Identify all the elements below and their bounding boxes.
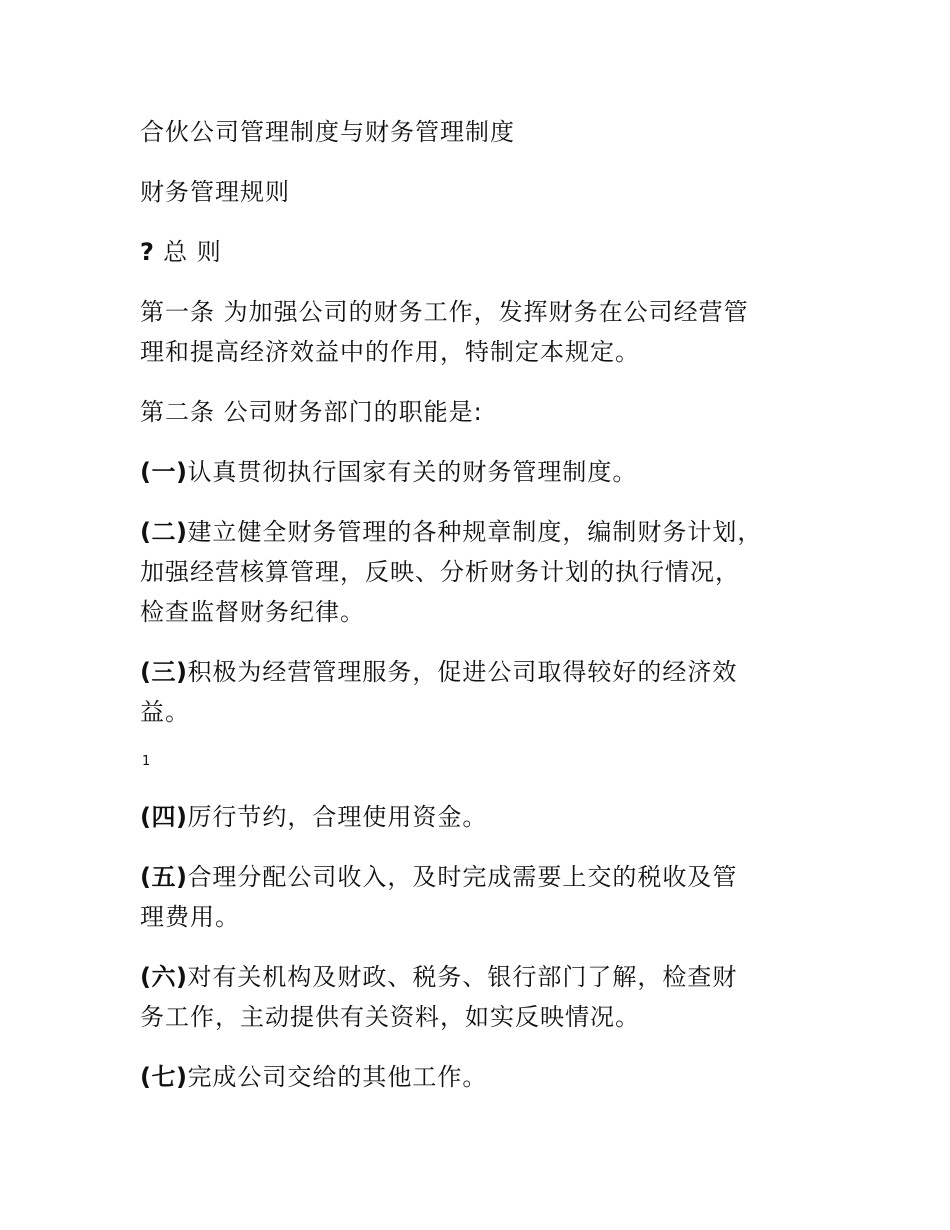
article-1	[140, 292, 820, 372]
item-text: 完成公司交给的其他工作。	[187, 1063, 488, 1091]
item-7	[140, 1057, 820, 1097]
item-text: 益。	[140, 698, 190, 726]
item-marker: (六)	[140, 963, 188, 991]
section-heading	[140, 232, 820, 272]
item-marker: (七)	[140, 1063, 188, 1091]
item-text: 检查监督财务纪律。	[140, 598, 365, 626]
section-marker: ?	[140, 238, 155, 266]
item-text: 理费用。	[140, 903, 240, 931]
item-text: 加强经营核算管理，反映、分析财务计划的执行情况，	[140, 558, 740, 586]
item-text: 认真贯彻执行国家有关的财务管理制度。	[187, 458, 638, 486]
item-2	[140, 512, 820, 632]
section-title: 总 则	[163, 238, 222, 266]
article-2: 第二条 公司财务部门的职能是:	[140, 398, 483, 426]
article-1-line-2: 理和提高经济效益中的作用，特制定本规定。	[140, 338, 640, 366]
item-marker: (五)	[140, 863, 188, 891]
document-page	[140, 112, 820, 1117]
document-subtitle: 财务管理规则	[140, 178, 290, 206]
item-marker: (三)	[140, 658, 188, 686]
page-number: 1	[142, 754, 151, 769]
item-marker: (二)	[140, 518, 188, 546]
item-marker: (一)	[140, 458, 188, 486]
article-1-line-1: 第一条 为加强公司的财务工作，发挥财务在公司经营管	[140, 298, 749, 326]
document-title: 合伙公司管理制度与财务管理制度	[140, 118, 515, 146]
item-text: 对有关机构及财政、税务、银行部门了解，检查财	[187, 963, 738, 991]
item-text: 务工作，主动提供有关资料，如实反映情况。	[140, 1003, 640, 1031]
item-text: 合理分配公司收入，及时完成需要上交的税收及管	[187, 863, 738, 891]
item-text: 积极为经营管理服务，促进公司取得较好的经济效	[187, 658, 738, 686]
item-6	[140, 957, 820, 1037]
item-text: 建立健全财务管理的各种规章制度，编制财务计划，	[187, 518, 763, 546]
item-text: 厉行节约，合理使用资金。	[187, 803, 488, 831]
item-3	[140, 652, 820, 732]
item-4	[140, 797, 820, 837]
item-1	[140, 452, 820, 492]
item-5	[140, 857, 820, 937]
item-marker: (四)	[140, 803, 188, 831]
